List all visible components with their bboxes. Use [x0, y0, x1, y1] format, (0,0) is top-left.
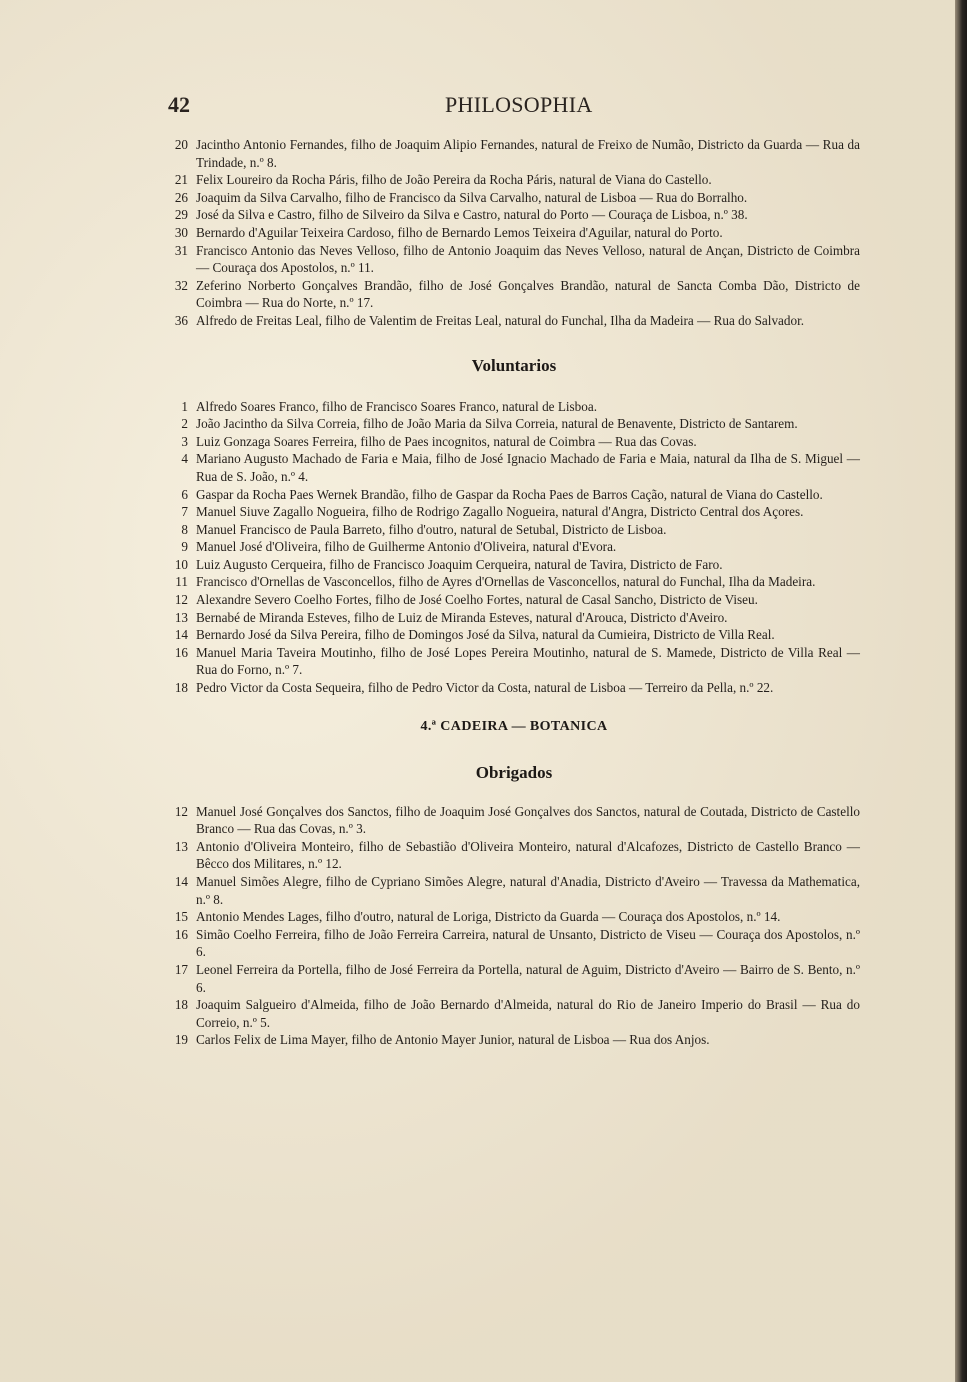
entry-number: 6 [181, 486, 188, 502]
obrigados-heading: Obrigados [475, 762, 553, 782]
list-entry [168, 996, 860, 1031]
list-entry [168, 591, 860, 609]
entry-number: 13 [174, 838, 188, 854]
list-entry [168, 312, 860, 330]
list-entry [168, 626, 860, 644]
entry-text: Manuel Maria Taveira Moutinho, filho de José Lopes Pereira Moutinho, natural de S. Mamede, Districto de Villa Real — Rua do Forno, n.º 7. [196, 644, 860, 678]
entry-text: Manuel Siuve Zagallo Nogueira, filho de Rodrigo Zagallo Nogueira, natural d'Angra, Districto Central dos Açores. [196, 504, 804, 520]
entry-text: Simão Coelho Ferreira, filho de João Ferreira Carreira, natural de Unsanto, Districto de Viseu — Couraça dos Apostolos, n.º 6. [196, 926, 860, 960]
entry-number: 11 [175, 574, 188, 590]
list-entry [168, 242, 860, 277]
entry-text: Manuel José d'Oliveira, filho de Guilherme Antonio d'Oliveira, natural d'Evora. [196, 539, 617, 555]
entry-number: 7 [181, 504, 188, 520]
entry-text: José da Silva e Castro, filho de Silveiro da Silva e Castro, natural do Porto — Couraça de Lisboa, n.º 38. [196, 207, 748, 223]
list-entry [168, 961, 860, 996]
entry-text: Manuel Francisco de Paula Barreto, filho d'outro, natural de Setubal, Districto de Lisboa. [196, 521, 667, 537]
entry-text: Luiz Gonzaga Soares Ferreira, filho de Paes incognitos, natural de Coimbra — Rua das Covas. [196, 433, 697, 449]
entry-text: Bernabé de Miranda Esteves, filho de Luiz de Miranda Esteves, natural d'Arouca, Districto d'Aveiro. [196, 609, 728, 625]
list-entry [168, 838, 860, 873]
cadeira-heading: 4.ª CADEIRA — BOTANICA [420, 718, 608, 734]
entry-text: Francisco d'Ornellas de Vasconcellos, filho de Ayres d'Ornellas de Vasconcellos, natural do Funchal, Ilha da Madeira. [196, 574, 816, 590]
list-entry [168, 908, 860, 926]
list-entry [168, 486, 860, 504]
entry-text: Pedro Victor da Costa Sequeira, filho de Pedro Victor da Costa, natural de Lisboa — Terreiro da Pella, n.º 22. [196, 680, 774, 696]
entry-number: 18 [174, 997, 188, 1013]
entry-text: Bernardo d'Aguilar Teixeira Cardoso, filho de Bernardo Lemos Teixeira d'Aguilar, natural do Porto. [196, 224, 723, 240]
entry-number: 31 [174, 242, 188, 258]
entry-number: 12 [174, 803, 188, 819]
entry-number: 18 [174, 680, 188, 696]
entry-text: Francisco Antonio das Neves Velloso, filho de Antonio Joaquim das Neves Velloso, natural de Ançan, Districto de Coimbra — Couraça dos Apostolos, n.º 11. [196, 242, 860, 276]
entry-number: 15 [174, 909, 188, 925]
entry-number: 30 [174, 224, 188, 240]
list-entry [168, 873, 860, 908]
list-entry [168, 926, 860, 961]
entry-number: 32 [174, 277, 188, 293]
entry-text: Zeferino Norberto Gonçalves Brandão, filho de José Gonçalves Brandão, natural de Sancta Comba Dão, Districto de Coimbra — Rua do Norte, n.º 17. [196, 277, 860, 311]
entry-text: Antonio Mendes Lages, filho d'outro, natural de Loriga, Districto da Guarda — Couraça dos Apostolos, n.º 14. [196, 909, 781, 925]
voluntarios-heading: Voluntarios [471, 355, 557, 375]
list-entry [168, 398, 860, 416]
entry-text: Alexandre Severo Coelho Fortes, filho de José Coelho Fortes, natural de Casal Sancho, Districto de Viseu. [196, 592, 758, 608]
list-entry [168, 277, 860, 312]
book-gutter-edge [955, 0, 967, 1382]
entry-text: Felix Loureiro da Rocha Páris, filho de João Pereira da Rocha Páris, natural de Viana do Castello. [196, 172, 712, 188]
entry-text: João Jacintho da Silva Correia, filho de João Maria da Silva Correia, natural de Benavente, Districto de Santarem. [196, 416, 798, 432]
philosophia-list [168, 136, 860, 330]
list-entry [168, 415, 860, 433]
page-title: PHILOSOPHIA [445, 92, 593, 117]
list-entry [168, 803, 860, 838]
entry-number: 14 [174, 874, 188, 889]
list-entry [168, 433, 860, 451]
entry-number: 12 [174, 592, 188, 608]
entry-text: Bernardo José da Silva Pereira, filho de Domingos José da Silva, natural da Cumieira, Districto de Villa Real. [196, 627, 775, 643]
list-entry [168, 206, 860, 224]
voluntarios-list [168, 398, 860, 697]
list-entry [168, 224, 860, 242]
entry-number: 19 [174, 1032, 188, 1048]
entry-text: Luiz Augusto Cerqueira, filho de Francisco Joaquim Cerqueira, natural de Tavira, Districto de Faro. [196, 556, 723, 572]
entry-number: 9 [181, 539, 188, 555]
entry-text: Gaspar da Rocha Paes Wernek Brandão, filho de Gaspar da Rocha Paes de Barros Cação, natural de Viana do Castello. [196, 486, 823, 502]
list-entry [168, 503, 860, 521]
entry-number: 36 [174, 312, 188, 328]
entry-number: 8 [181, 521, 188, 537]
entry-number: 1 [181, 398, 188, 414]
entry-number: 29 [174, 207, 188, 223]
list-entry [168, 644, 860, 679]
entry-number: 16 [174, 926, 188, 942]
entry-text: Antonio d'Oliveira Monteiro, filho de Sebastião d'Oliveira Monteiro, natural d'Alcafozes, Districto de Castello Branco — Bêcco dos Militares, n.º 12. [196, 838, 860, 872]
list-entry [168, 573, 860, 591]
entry-number: 26 [174, 189, 188, 205]
entry-number: 4 [181, 451, 188, 467]
entry-text: Alfredo Soares Franco, filho de Francisco Soares Franco, natural de Lisboa. [196, 398, 598, 414]
entry-number: 17 [174, 961, 188, 977]
entry-number: 14 [174, 627, 188, 643]
entry-text: Jacintho Antonio Fernandes, filho de Joaquim Alipio Fernandes, natural de Freixo de Numão, Districto da Guarda — Rua da Trindade, n.º 8. [196, 137, 860, 170]
entry-text: Leonel Ferreira da Portella, filho de José Ferreira da Portella, natural de Aguim, Districto d'Aveiro — Bairro de S. Bento, n.º 6. [196, 961, 860, 995]
list-entry [168, 171, 860, 189]
entry-text: Manuel Simões Alegre, filho de Cypriano Simões Alegre, natural d'Anadia, Districto d'Aveiro — Travessa da Mathematica, n.º 8. [196, 874, 860, 907]
list-entry [168, 556, 860, 574]
entry-text: Carlos Felix de Lima Mayer, filho de Antonio Mayer Junior, natural de Lisboa — Rua dos Anjos. [196, 1032, 710, 1048]
botanica-list [168, 803, 860, 1049]
list-entry [168, 538, 860, 556]
entry-text: Alfredo de Freitas Leal, filho de Valentim de Freitas Leal, natural do Funchal, Ilha da Madeira — Rua do Salvador. [196, 312, 805, 328]
entry-number: 16 [174, 644, 188, 660]
entry-number: 21 [174, 172, 188, 188]
entry-number: 2 [181, 416, 188, 432]
running-header [0, 88, 955, 128]
entry-text: Mariano Augusto Machado de Faria e Maia, filho de José Ignacio Machado de Faria e Maia, natural da Ilha de S. Miguel — Rua de S. João, n.º 4. [196, 451, 860, 484]
list-entry [168, 136, 860, 171]
page-number: 42 [168, 92, 190, 117]
list-entry [168, 189, 860, 207]
entry-text: Joaquim Salgueiro d'Almeida, filho de João Bernardo d'Almeida, natural do Rio de Janeiro Imperio do Brasil — Rua do Correio, n.º 5. [196, 997, 860, 1030]
list-entry [168, 450, 860, 485]
entry-number: 3 [181, 433, 188, 449]
entry-number: 20 [174, 137, 188, 152]
entry-text: Manuel José Gonçalves dos Sanctos, filho de Joaquim José Gonçalves dos Sanctos, natural de Coutada, Districto de Castello Branco — Rua das Covas, n.º 3. [196, 803, 860, 837]
entry-number: 10 [174, 556, 188, 572]
entry-number: 13 [174, 609, 188, 625]
list-entry [168, 521, 860, 539]
list-entry [168, 609, 860, 627]
list-entry [168, 679, 860, 697]
list-entry [168, 1031, 860, 1049]
page-content [168, 136, 860, 1049]
entry-text: Joaquim da Silva Carvalho, filho de Francisco da Silva Carvalho, natural de Lisboa — Rua do Borralho. [196, 189, 748, 205]
